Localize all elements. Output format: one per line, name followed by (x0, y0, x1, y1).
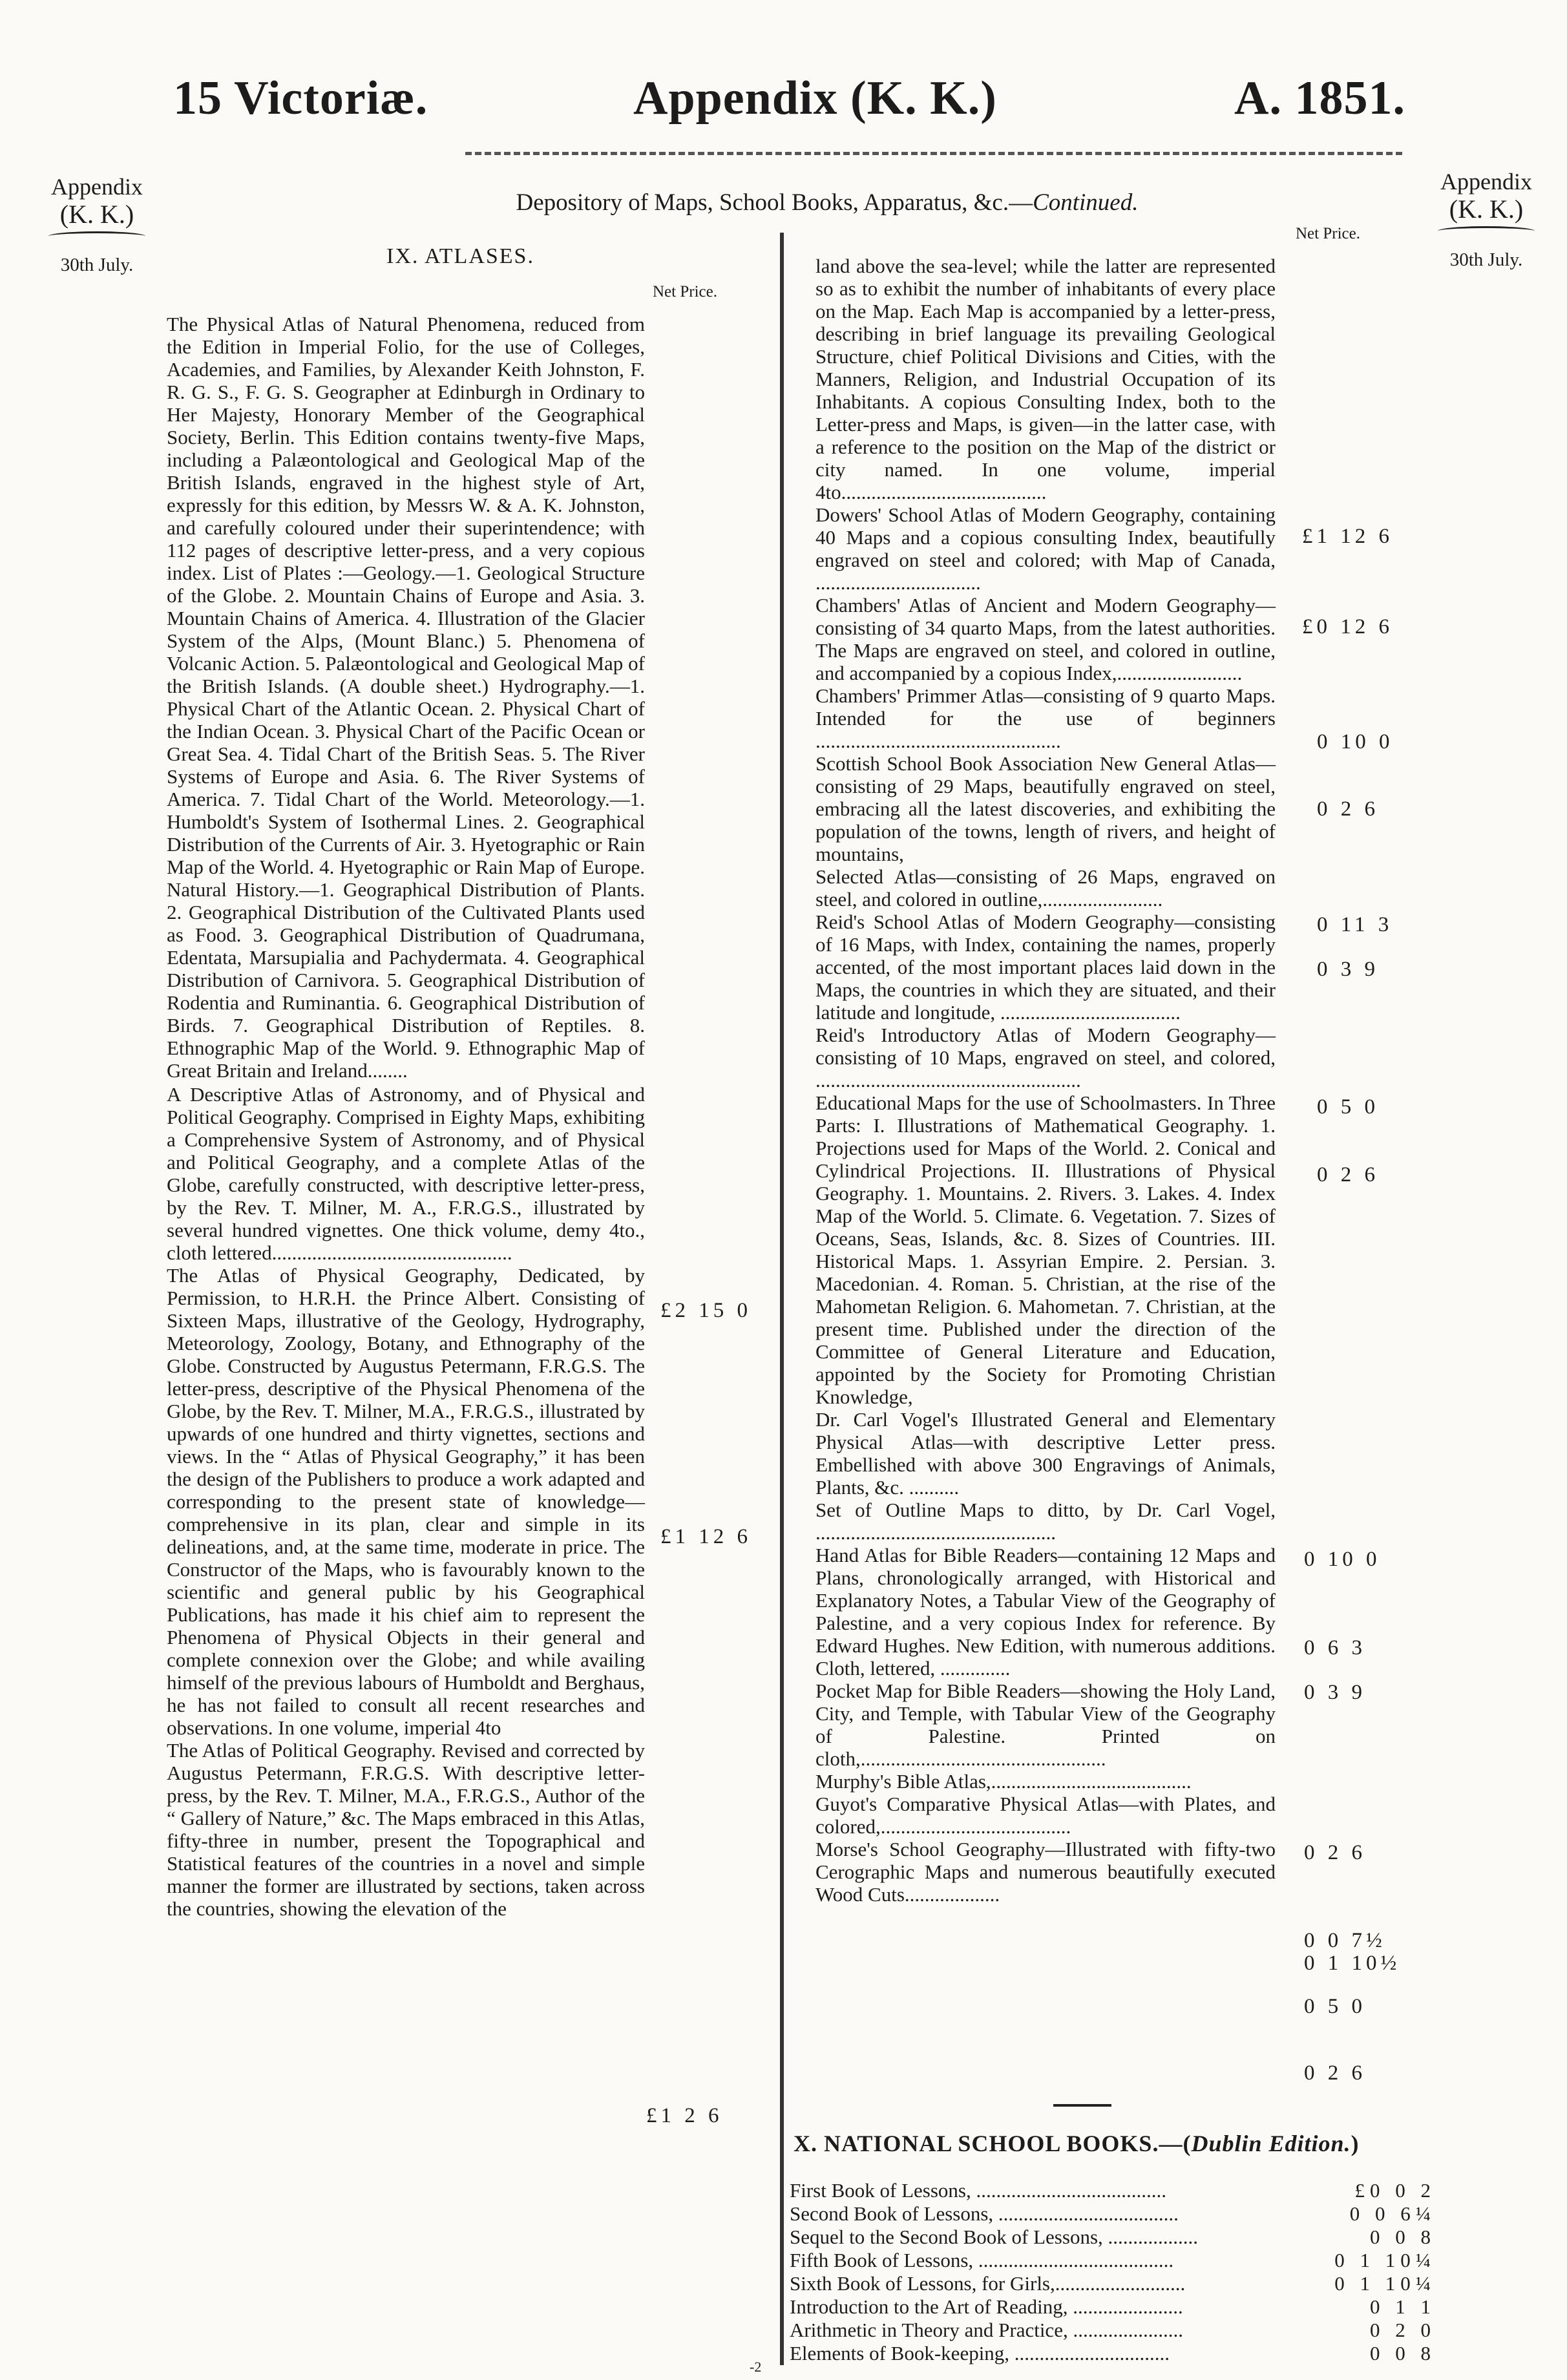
price-guyot: 0 5 0 (1304, 1995, 1366, 2018)
section-title-text: X. NATIONAL SCHOOL BOOKS.—( (794, 2131, 1192, 2156)
atlas-entry-vogel-outline: Set of Outline Maps to ditto, by Dr. Carl Vogel, ................................................ (815, 1499, 1276, 1544)
price-physical-natural-phenomena: £2 15 0 (660, 1299, 752, 1322)
price-descriptive-astronomy: £1 12 6 (660, 1525, 752, 1548)
atlas-entry-educational-maps: Educational Maps for the use of Schoolmasters. In Three Parts: I. Illustrations of Mathematical Geography. 1. Projections used for Maps of the World. 2. Conical and Cylindrical Projections. II. Illustrations of Physical Geography. 1. Mountains. 2. Rivers. 3. Lakes. 4. Index Map of the World. 5. Climate. 6. Vegetation. 7. Sizes of Oceans, Seas, Islands, &c. 8. Sizes of Countries. III. Historical Maps. 1. Assyrian Empire. 2. Persian. 3. Macedonian. 4. Roman. 5. Christian, at the rise of the Mahometan Religion. 6. Mahometan. 7. Christian, at the present time. Published under the direction of the Committee of General Literature and Education, appointed by the Society for Promoting Christian Knowledge, (815, 1091, 1276, 1408)
column-divider (780, 233, 784, 2365)
book-title: Arithmetic in Theory and Practice, ...................... (790, 2319, 1183, 2341)
price-political-geography: £1 12 6 (1302, 525, 1393, 548)
book-title: Sequel to the Second Book of Lessons, .................. (790, 2226, 1199, 2248)
price-hand-atlas: 0 2 6 (1304, 1841, 1366, 1864)
book-price: 0 1 10¼ (1334, 2272, 1436, 2295)
header-left: 15 Victoriæ. (173, 72, 428, 125)
atlas-entry-descriptive-astronomy: A Descriptive Atlas of Astronomy, and of Physical and Political Geography. Comprised in Eighty Maps, exhibiting a Comprehensive System of Astronomy, and of Physical and Political Geography, and a complete Atlas of the Globe, carefully constructed, with descriptive letter-press, by the Rev. T. Milner, M. A., F.R.G.S., illustrated by several hundred vignettes. One thick volume, demy 4to., cloth lettered................................................ (167, 1083, 645, 1264)
section-title-national (794, 2130, 1360, 2157)
margin-title: Appendix (51, 174, 143, 200)
section-title-edition: Dublin Edition. (1191, 2131, 1351, 2156)
list-item (790, 2202, 1436, 2226)
price-scottish: 0 11 3 (1317, 913, 1393, 936)
atlas-entry-morse: Morse's School Geography—Illustrated with fifty-two Cerographic Maps and numerous beautifully executed Wood Cuts................... (815, 1838, 1276, 1906)
page-subtitle (420, 189, 1234, 216)
book-price: 0 1 10¼ (1334, 2249, 1436, 2271)
top-rule (465, 152, 1402, 155)
subtitle-text: Depository of Maps, School Books, Apparatus, &c.— (516, 189, 1033, 216)
atlas-entry-hand-atlas: Hand Atlas for Bible Readers—containing 12 Maps and Plans, chronologically arranged, with Historical and Explanatory Notes, a Tabular View of the Geography of Palestine, and a very copious Index for reference. By Edward Hughes. New Edition, with numerous additions. Cloth, lettered, .............. (815, 1544, 1276, 1680)
list-item (790, 2179, 1436, 2202)
page-footer: -2 (750, 2359, 762, 2375)
atlas-entry-selected: Selected Atlas—consisting of 26 Maps, engraved on steel, and colored in outline,........................ (815, 865, 1276, 911)
section-rule (1053, 2104, 1111, 2107)
price-selected: 0 3 9 (1317, 958, 1379, 981)
price-dowers: £0 12 6 (1302, 615, 1393, 638)
net-price-label-left: Net Price. (653, 283, 717, 300)
atlas-entry-scottish: Scottish School Book Association New General Atlas—consisting of 29 Maps, beautifully engraved on steel, embracing all the latest discoveries, and exhibiting the population of the towns, length of rivers, and height of mountains, (815, 752, 1276, 865)
book-title: First Book of Lessons, ...................................... (790, 2179, 1166, 2202)
net-price-label-right: Net Price. (1296, 225, 1360, 242)
subtitle-continued: Continued. (1033, 189, 1139, 216)
list-item (790, 2342, 1436, 2365)
book-title: Second Book of Lessons, .................................... (790, 2202, 1179, 2225)
price-pocket-map: 0 0 7½ (1304, 1929, 1386, 1952)
price-morse: 0 2 6 (1304, 2061, 1366, 2085)
price-chambers: 0 10 0 (1317, 730, 1394, 753)
list-item (790, 2295, 1436, 2319)
atlas-entry-political-geography: The Atlas of Political Geography. Revised and corrected by Augustus Petermann, F.R.G.S. With descriptive letter-press, by the Rev. T. Milner, M.A., F.R.G.S., Author of the “ Gallery of Nature,” &c. The Maps embraced in this Atlas, fifty-three in number, present the Topographical and Statistical features of the countries in a novel and simple manner the former are illustrated by sections, taken across the countries, showing the elevation of the (167, 1739, 645, 1920)
price-murphy: 0 1 10½ (1304, 1952, 1401, 1975)
atlas-entry-dowers: Dowers' School Atlas of Modern Geography, containing 40 Maps and a copious consulting Index, beautifully engraved on steel and colored; with Map of Canada, ................................. (815, 503, 1276, 594)
list-item (790, 2226, 1436, 2249)
price-vogel-outline: 0 3 9 (1304, 1681, 1366, 1704)
book-price: £0 0 2 (1354, 2179, 1436, 2202)
book-price: 0 0 6¼ (1349, 2202, 1436, 2225)
book-title: Fifth Book of Lessons, ....................................... (790, 2249, 1174, 2271)
atlas-entry-guyot: Guyot's Comparative Physical Atlas—with Plates, and colored,...................................... (815, 1793, 1276, 1838)
price-educational-maps: 0 10 0 (1304, 1548, 1381, 1571)
left-column (167, 313, 645, 1920)
book-title: Sixth Book of Lessons, for Girls,.......................... (790, 2272, 1186, 2295)
right-column (815, 255, 1276, 1906)
atlas-entry-reids-introductory: Reid's Introductory Atlas of Modern Geography—consisting of 10 Maps, engraved on steel, and colored, ..................................................... (815, 1024, 1276, 1091)
atlas-entry-reids-school: Reid's School Atlas of Modern Geography—consisting of 16 Maps, with Index, containing the names, properly accented, of the most important places laid down in the Maps, the countries in which they are situated, and their latitude and longitude, .................................... (815, 911, 1276, 1024)
margin-brace (1438, 226, 1535, 236)
margin-date: 30th July. (60, 254, 134, 275)
book-title: Elements of Book-keeping, ............................... (790, 2342, 1170, 2364)
price-reids-introductory: 0 2 6 (1317, 1163, 1379, 1186)
section-title-close: ) (1351, 2131, 1360, 2156)
price-vogel: 0 6 3 (1304, 1636, 1366, 1659)
atlas-entry-vogel: Dr. Carl Vogel's Illustrated General and Elementary Physical Atlas—with descriptive Letter press. Embellished with above 300 Engravings of Animals, Plants, &c. .......... (815, 1408, 1276, 1499)
book-price: 0 0 8 (1370, 2226, 1436, 2248)
atlas-entry-pocket-map: Pocket Map for Bible Readers—showing the Holy Land, City, and Temple, with Tabular View of the Geography of Palestine. Printed on cloth,................................................. (815, 1680, 1276, 1770)
margin-title: Appendix (1440, 169, 1532, 195)
price-physical-geography: £1 2 6 (646, 2104, 723, 2127)
header-title: Appendix (K. K.) (633, 72, 997, 125)
book-price: 0 1 1 (1370, 2295, 1436, 2318)
margin-brace (48, 231, 145, 241)
list-item (790, 2319, 1436, 2342)
margin-date: 30th July. (1449, 249, 1523, 270)
atlas-entry-political-geography-cont: land above the sea-level; while the latter are represented so as to exhibit the number of inhabitants of every place on the Map. Each Map is accompanied by a letter-press, describing in brief language its prevailing Geological Structure, chief Political Divisions and Cities, with the Manners, Religion, and Industrial Occupation of its Inhabitants. A copious Consulting Index, both to the Letter-press and Maps, is given—in the latter case, with a reference to the position on the Map of the district or city named. In one volume, imperial 4to......................................... (815, 255, 1276, 503)
header-right: A. 1851. (1234, 72, 1405, 125)
margin-note-left (32, 174, 162, 275)
price-chambers-primmer: 0 2 6 (1317, 797, 1379, 821)
price-reids-school: 0 5 0 (1317, 1095, 1379, 1119)
atlas-entry-physical-natural-phenomena: The Physical Atlas of Natural Phenomena, reduced from the Edition in Imperial Folio, for the use of Colleges, Academies, and Families, by Alexander Keith Johnston, F. R. G. S., F. G. S. Geographer at Edinburgh in Ordinary to Her Majesty, Honorary Member of the Geographical Society, Berlin. This Edition contains twenty-five Maps, including a Palæontological and Geological Map of the British Islands, engraved in the highest style of Art, expressly for this edition, by Messrs W. & A. K. Johnston, and carefully coloured under their superintendence; with 112 pages of descriptive letter-press, and a very copious index. List of Plates :—Geology.—1. Geological Structure of the Globe. 2. Mountain Chains of Europe and Asia. 3. Mountain Chains of America. 4. Illustration of the Glacier System of the Alps, (Mount Blanc.) 5. Phenomena of Volcanic Action. 5. Palæontological and Geological Map of the British Islands. (A double sheet.) Hydrography.—1. Physical Chart of the Atlantic Ocean. 2. Physical Chart of the Indian Ocean. 3. Physical Chart of the Pacific Ocean or Great Sea. 4. Tidal Chart of the British Seas. 5. The River Systems of Europe and Asia. 6. The River Systems of America. 7. Tidal Chart of the World. Meteorology.—1. Humboldt's System of Isothermal Lines. 2. Geographical Distribution of the Currents of Air. 3. Hyetographic or Rain Map of the World. 4. Hyetographic or Rain Map of Europe. Natural History.—1. Geographical Distribution of Plants. 2. Geographical Distribution of the Cultivated Plants used as Food. 3. Geographical Distribution of Quadrumana, Edentata, Marsupialia and Pachydermata. 4. Geographical Distribution of Carnivora. 5. Geographical Distribution of Rodentia and Ruminantia. 6. Geographical Distribution of Birds. 7. Geographical Distribution of Reptiles. 8. Ethnographic Map of the World. 9. Ethnographic Map of Great Britain and Ireland........ (167, 313, 645, 1082)
section-title-atlases: IX. ATLASES. (386, 244, 534, 268)
national-books-list (790, 2179, 1436, 2365)
list-item (790, 2272, 1436, 2295)
atlas-entry-chambers-primmer: Chambers' Primmer Atlas—consisting of 9 quarto Maps. Intended for the use of beginners ................................................. (815, 684, 1276, 752)
margin-note-right (1422, 169, 1551, 270)
margin-code: (K. K.) (1449, 194, 1524, 224)
book-price: 0 0 8 (1370, 2342, 1436, 2364)
atlas-entry-murphy: Murphy's Bible Atlas,........................................ (815, 1770, 1192, 1793)
atlas-entry-physical-geography: The Atlas of Physical Geography, Dedicated, by Permission, to H.R.H. the Prince Albert. Consisting of Sixteen Maps, illustrative of the Geology, Hydrography, Meteorology, Zoology, Botany, and Ethnography of the Globe. Constructed by Augustus Petermann, F.R.G.S. The letter-press, descriptive of the Physical Phenomena of the Globe, by the Rev. T. Milner, M.A., F.R.G.S., illustrated by upwards of one hundred and thirty vignettes, sections and views. In the “ Atlas of Physical Geography,” it has been the design of the Publishers to produce a work adapted and corresponding to the present state of knowledge—comprehensive in its plan, clear and simple in its delineations, and, at the same time, moderate in price. The Constructor of the Maps, who is favourably known to the scientific and general public by his Geographical Publications, has made it his chief aim to represent the Phenomena of Physical Objects in their general and complete connexion over the Globe; and while availing himself of the previous labours of Humboldt and Berghaus, he has not failed to consult all recent researches and observations. In one volume, imperial 4to (167, 1264, 645, 1739)
margin-code: (K. K.) (59, 199, 134, 229)
book-title: Introduction to the Art of Reading, ...................... (790, 2295, 1183, 2318)
book-price: 0 2 0 (1370, 2319, 1436, 2341)
list-item (790, 2249, 1436, 2272)
atlas-entry-chambers: Chambers' Atlas of Ancient and Modern Geography—consisting of 34 quarto Maps, from the latest authorities. The Maps are engraved on steel, and colored in outline, and accompanied by a copious Index,......................... (815, 594, 1276, 684)
